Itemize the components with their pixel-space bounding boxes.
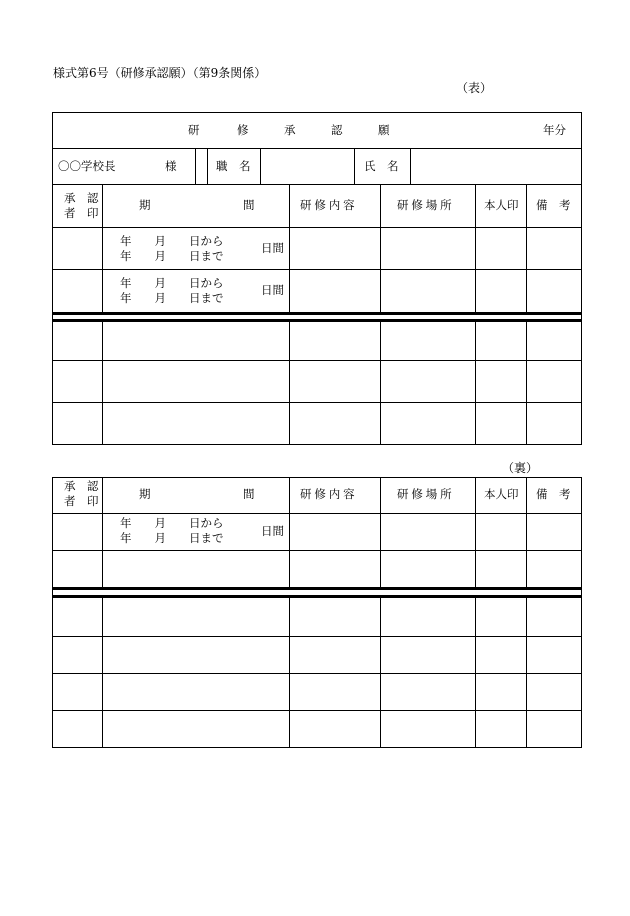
principal-label: 〇〇学校長 bbox=[58, 159, 116, 173]
front-period-row-1-days: 日間 bbox=[261, 241, 284, 255]
back-content-header: 研修内容 bbox=[300, 487, 358, 501]
front-period-header-left: 期 bbox=[139, 198, 151, 212]
front-year-label: 年分 bbox=[543, 123, 566, 137]
back-period-row-1-to: 年 月 日まで bbox=[120, 531, 224, 545]
back-period-row-1-from: 年 月 日から bbox=[120, 516, 224, 530]
front-period-row-2-days: 日間 bbox=[261, 283, 284, 297]
back-period-header-right: 間 bbox=[243, 487, 255, 501]
front-title-char-4: 認 bbox=[331, 123, 343, 137]
back-place-header: 研修場所 bbox=[397, 487, 455, 501]
front-title-char-1: 研 bbox=[188, 123, 200, 137]
front-title-char-5: 願 bbox=[378, 123, 390, 137]
front-approver-header-line2: 者 印 bbox=[64, 206, 99, 220]
front-place-header: 研修場所 bbox=[397, 198, 455, 212]
front-title-char-3: 承 bbox=[284, 123, 296, 137]
front-personal-seal-header: 本人印 bbox=[484, 198, 519, 212]
front-side-label: （表） bbox=[456, 81, 493, 95]
back-side-label: （裏） bbox=[502, 461, 539, 475]
back-personal-seal-header: 本人印 bbox=[484, 487, 519, 501]
back-approver-header-line2: 者 印 bbox=[64, 494, 99, 508]
honorific-label: 様 bbox=[165, 159, 177, 173]
back-remarks-header: 備 考 bbox=[536, 487, 571, 501]
front-period-row-2-to: 年 月 日まで bbox=[120, 291, 224, 305]
front-period-header-right: 間 bbox=[243, 198, 255, 212]
back-approver-header-line1: 承 認 bbox=[64, 479, 99, 493]
back-period-header-left: 期 bbox=[139, 487, 151, 501]
front-content-header: 研修内容 bbox=[300, 198, 358, 212]
back-period-row-1-days: 日間 bbox=[261, 524, 284, 538]
front-remarks-header: 備 考 bbox=[536, 198, 571, 212]
position-label: 職 名 bbox=[216, 159, 251, 173]
front-period-row-1-from: 年 月 日から bbox=[120, 234, 224, 248]
name-label: 氏 名 bbox=[364, 159, 399, 173]
front-approver-header-line1: 承 認 bbox=[64, 191, 99, 205]
form-title: 様式第6号（研修承認願）（第9条関係） bbox=[53, 66, 267, 80]
front-period-row-1-to: 年 月 日まで bbox=[120, 249, 224, 263]
front-title-char-2: 修 bbox=[237, 123, 249, 137]
front-period-row-2-from: 年 月 日から bbox=[120, 276, 224, 290]
